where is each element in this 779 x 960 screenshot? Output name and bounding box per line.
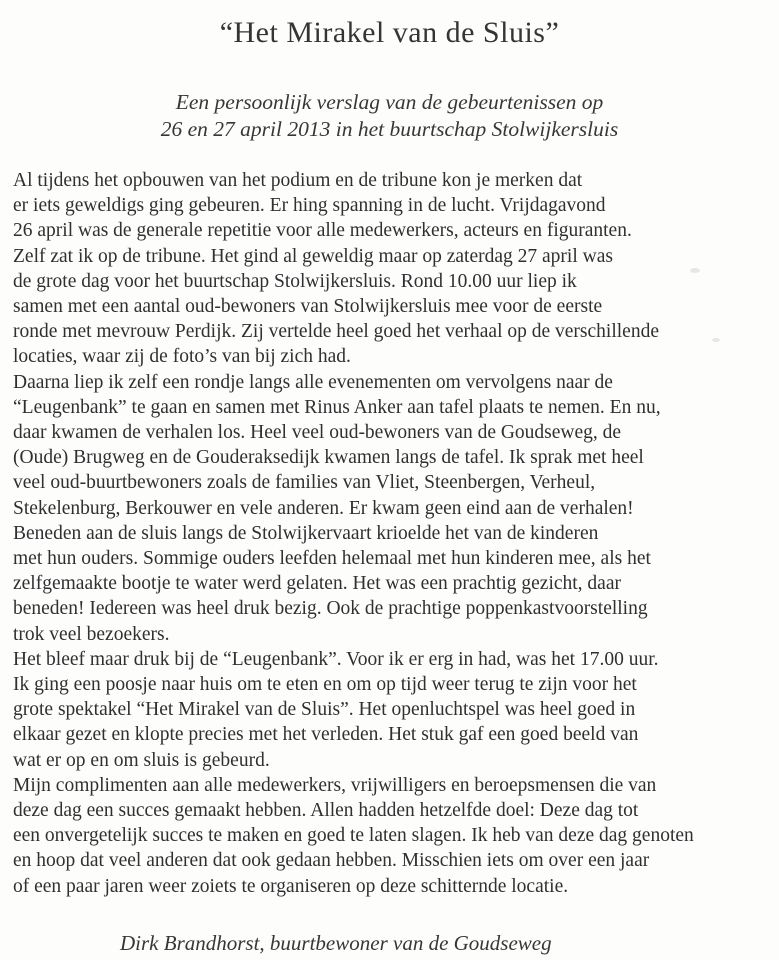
subtitle-line-2: 26 en 27 april 2013 in het buurtschap Stolwijkersluis [160,117,619,141]
body-line: (Oude) Brugweg en de Gouderaksedijk kwamen langs de tafel. Ik sprak met heel [13,447,644,469]
document-body [0,168,779,899]
body-line: locaties, waar zij de foto’s van bij zich had. [13,346,351,368]
document-title: “Het Mirakel van de Sluis” [219,16,560,49]
signature-line: Dirk Brandhorst, buurtbewoner van de Goudseweg [120,930,552,955]
body-line: veel oud-buurtbewoners zoals de families van Vliet, Steenbergen, Verheul, [13,472,596,494]
body-line: Ik ging een poosje naar huis om te eten en om op tijd weer terug te zijn voor het [13,674,637,696]
body-line: de grote dag voor het buurtschap Stolwijkersluis. Rond 10.00 uur liep ik [13,270,577,292]
body-line: er iets geweldigs ging gebeuren. Er hing spanning in de lucht. Vrijdagavond [13,195,606,217]
body-line: wat er op en om sluis is gebeurd. [13,749,270,771]
body-line: daar kwamen de verhalen los. Heel veel oud-bewoners van de Goudseweg, de [13,422,622,444]
body-line: Beneden aan de sluis langs de Stolwijkervaart krioelde het van de kinderen [13,522,599,544]
subtitle-line-1: Een persoonlijk verslag van de gebeurtenissen op [175,90,604,114]
body-line: trok veel bezoekers. [13,623,170,645]
body-line: en hoop dat veel anderen dat ook gedaan hebben. Misschien iets om over een jaar [13,850,650,872]
body-line: Het bleef maar druk bij de “Leugenbank”. Voor ik er erg in had, was het 17.00 uur. [13,648,659,670]
body-line: deze dag een succes gemaakt hebben. Allen hadden hetzelfde doel: Deze dag tot [13,800,639,822]
document-subtitle [0,89,779,143]
body-line: beneden! Iedereen was heel druk bezig. Ook de prachtige poppenkastvoorstelling [13,598,648,620]
body-line: met hun ouders. Sommige ouders leefden helemaal met hun kinderen mee, als het [13,548,651,570]
body-line: grote spektakel “Het Mirakel van de Sluis”. Het openluchtspel was heel goed in [13,699,636,721]
body-line: Mijn complimenten aan alle medewerkers, vrijwilligers en beroepsmensen die van [13,774,657,796]
body-line: 26 april was de generale repetitie voor alle medewerkers, acteurs en figuranten. [13,220,632,242]
body-line: Daarna liep ik zelf een rondje langs alle evenementen om vervolgens naar de [13,371,613,393]
body-line: samen met een aantal oud-bewoners van Stolwijkersluis mee voor de eerste [13,296,603,318]
body-line: Zelf zat ik op de tribune. Het gind al geweldig maar op zaterdag 27 april was [13,245,613,267]
body-line: of een paar jaren weer zoiets te organiseren op deze schitternde locatie. [13,875,569,897]
body-line: een onvergetelijk succes te maken en goed te laten slagen. Ik heb van deze dag genoten [13,825,694,847]
body-line: Al tijdens het opbouwen van het podium en de tribune kon je merken dat [13,170,583,191]
body-line: “Leugenbank” te gaan en samen met Rinus Anker aan tafel plaats te nemen. En nu, [13,396,661,418]
body-line: ronde met mevrouw Perdijk. Zij vertelde heel goed het verhaal op de verschillende [13,321,659,343]
body-line: elkaar gezet en klopte precies met het verleden. Het stuk gaf een goed beeld van [13,724,639,746]
scan-artifact [712,338,720,342]
body-line: zelfgemaakte bootje te water werd gelaten. Het was een prachtig gezicht, daar [13,573,621,595]
body-line: Stekelenburg, Berkouwer en vele anderen. Er kwam geen eind aan de verhalen! [13,497,634,519]
scan-artifact [690,268,700,273]
